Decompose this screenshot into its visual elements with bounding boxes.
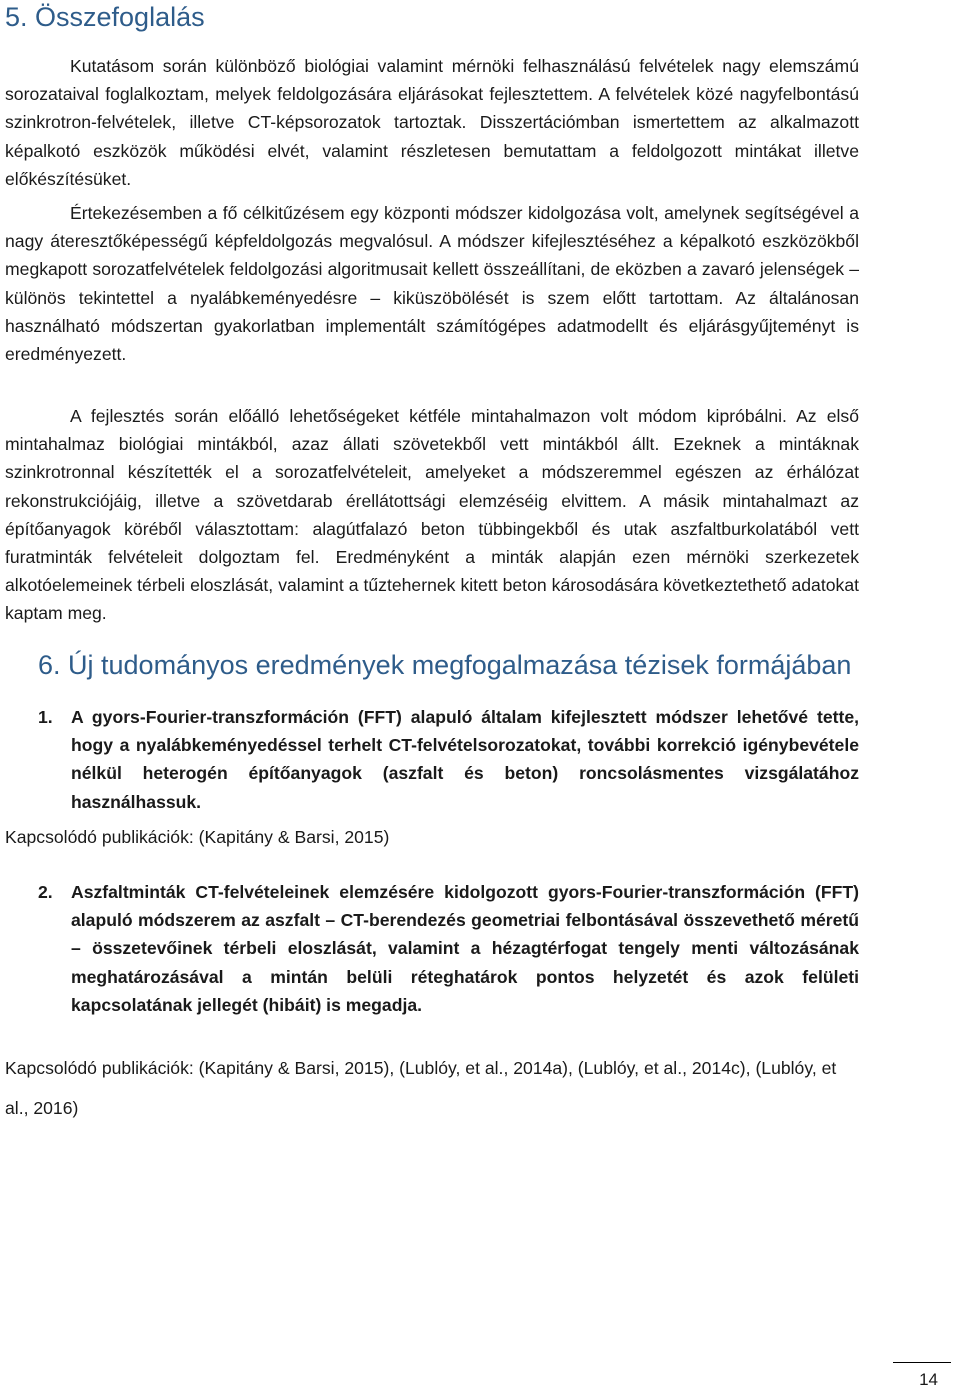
thesis-2-publications: Kapcsolódó publikációk: (Kapitány & Barsi, 2015), (Lublóy, et al., 2014a), (Lublóy, et al., 2014c), (Lublóy, et al., 2016) — [5, 1058, 837, 1118]
thesis-number: 2. — [38, 882, 53, 902]
thesis-text: A gyors-Fourier-transzformáción (FFT) alapuló általam kifejlesztett módszer lehetővé tette, hogy a nyalábkeményedéssel terhelt CT-felvételsorozatokat, további korrekció igénybevétele nélkül heterogén építőanyagok (aszfalt és beton) roncsolásmentes vizsgálatához használhassuk. — [71, 707, 859, 812]
summary-paragraph-2: Értekezésemben a fő célkitűzésem egy központi módszer kidolgozása volt, amelynek segítségével a nagy áteresztőképességű képfeldolgozás megvalósul. A módszer kifejlesztéséhez a képalkotó eszközökből megkapott sorozatfelvételek feldolgozási algoritmusait kellett összeállítani, de eközben a zavaró jelenségek – különös tekintettel a nyalábkeményedésre – kiküszöbölését is szem előtt tartottam. Az általánosan használható módszertan gyakorlatban implementált számítógépes adatmodellt és eljárásgyűjteményt is eredményezett. — [5, 203, 859, 365]
section-heading-summary: 5. Összefoglalás — [5, 2, 205, 32]
page-number: 14 — [919, 1370, 938, 1389]
thesis-1-publications: Kapcsolódó publikációk: (Kapitány & Barsi, 2015) — [5, 827, 390, 847]
thesis-number: 1. — [38, 707, 53, 727]
footer-divider — [893, 1362, 951, 1363]
section-heading-theses: 6. Új tudományos eredmények megfogalmazása tézisek formájában — [38, 650, 852, 680]
thesis-text: Aszfaltminták CT-felvételeinek elemzésére kidolgozott gyors-Fourier-transzformáción (FFT) alapuló módszerem az aszfalt – CT-berendezés geometriai felbontásával összevethető méretű – összetevőinek térbeli eloszlását, valamint a hézagtérfogat tengely menti változásának meghatározásával a mintán belüli réteghatárok pontos helyzetét és azok felületi kapcsolatának jellegét (hibáit) is megadja. — [71, 882, 859, 1015]
summary-paragraph-3: A fejlesztés során előálló lehetőségeket kétféle mintahalmazon volt módom kipróbálni. Az első mintahalmaz biológiai mintákból, azaz állati szövetekből vett mintákból állt. Ezeknek a mintáknak szinkrotronnal készítették el a sorozatfelvételeit, amelyeket a módszeremmel egészen az érhálózat rekonstrukciójáig, illetve a szövetdarab érellátottsági elemzéséig elvittem. A másik mintahalmazt az építőanyagok köréből választottam: alagútfalazó beton tübbingekből és utak aszfaltburkolatából vett furatminták felvételeit dolgoztam fel. Eredményként a minták alapján ezen mérnöki szerkezetek alkotóelemeinek térbeli eloszlását, valamint a tűztehernek kitett beton károsodására következtethető adatokat kaptam meg. — [5, 406, 859, 624]
summary-paragraph-1: Kutatásom során különböző biológiai valamint mérnöki felhasználású felvételek nagy elemszámú sorozataival foglalkoztam, melyek feldolgozására eljárásokat fejlesztettem. A felvételek közé nagyfelbontású szinkrotron-felvételek, illetve CT-képsorozatok tartoztak. Disszertációmban ismertettem az alkalmazott képalkotó eszközök működési elvét, valamint részletesen bemutattam a feldolgozott mintákat illetve előkészítésüket. — [5, 56, 859, 189]
